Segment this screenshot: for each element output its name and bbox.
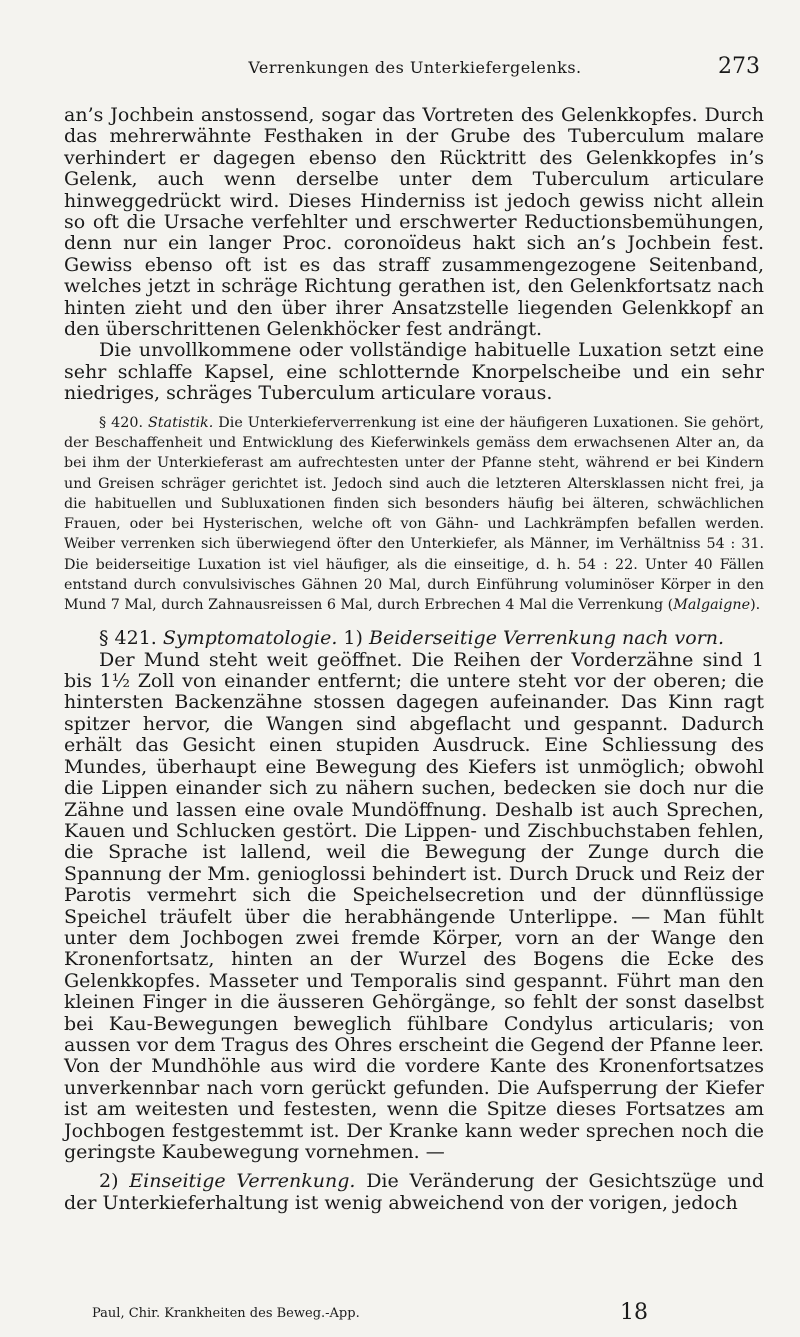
section-number: § 421. <box>99 626 157 649</box>
section-text-end: ). <box>750 597 761 614</box>
subsection-text: Die Veränderung der Gesichtszüge und der Unterkieferhaltung ist wenig abweichend von der vorigen, jedoch <box>64 1170 764 1214</box>
section-label: Symptomatologie. <box>162 626 338 649</box>
signature-mark: 18 <box>620 1300 648 1325</box>
subsection-number: 1) <box>343 626 363 649</box>
section-420-statistik <box>64 413 764 616</box>
spacer <box>64 616 764 626</box>
paragraph-continuation: an’s Jochbein anstossend, sogar das Vortreten des Gelenkkopfes. Durch das mehrerwähnte Festhaken in der Grube des Tuberculum malare verhindert er dagegen ebenso den Rücktritt des Gelenkkopfes in’s Gelenk, auch wenn derselbe unter dem Tuberculum articulare hinweggedrückt wird. Dieses Hinderniss ist jedoch gewiss nicht allein so oft die Ursache verfehlter und erschwerter Reductionsbemühungen, denn nur ein langer Proc. coronoïdeus hakt sich an’s Jochbein fest. Gewiss ebenso oft ist es das straff zusammengezogene Seitenband, welches jetzt in schräge Richtung gerathen ist, den Gelenkfortsatz nach hinten zieht und den über ihrer Ansatzstelle liegenden Gelenkkopf an den überschrittenen Gelenkhöcker fest andrängt. <box>64 104 764 341</box>
subsection-number: 2) <box>99 1170 119 1193</box>
section-text: Die Unterkieferverrenkung ist eine der häufigeren Luxationen. Sie gehört, der Beschaffenheit und Entwicklung des Kieferwinkels gemäss dem erwachsenen Alter an, da bei ihm der Unterkieferast am aufrechtesten unter der Pfanne steht, während er bei Kindern und Greisen schräger gerichtet ist. Jedoch sind auch die letzteren Altersklassen nicht frei, ja die habituellen und Subluxationen finden sich besonders häufig bei älteren, schwächlichen Frauen, oder bei Hysterischen, welche oft von Gähn- und Lachkrämpfen befallen werden. Weiber verrenken sich überwiegend öfter den Unterkiefer, als Männer, im Verhältniss 54 : 31. Die beiderseitige Luxation ist viel häufiger, als die einseitige, d. h. 54 : 22. Unter 40 Fällen entstand durch convulsivisches Gähnen 20 Mal, durch Einführung voluminöser Körper in den Mund 7 Mal, durch Zahnausreissen 6 Mal, durch Erbrechen 4 Mal die Verrenkung ( <box>64 414 764 614</box>
paragraph-unilateral-luxation <box>64 1171 764 1214</box>
author-citation: Malgaigne <box>673 597 751 614</box>
subsection-title: Einseitige Verrenkung. <box>129 1170 356 1193</box>
page-header <box>70 54 760 88</box>
spacer <box>64 405 764 413</box>
section-label: Statistik. <box>148 414 214 431</box>
section-421-heading <box>64 626 764 650</box>
page-body <box>64 105 764 1214</box>
subsection-title: Beiderseitige Verrenkung nach vorn. <box>368 626 725 649</box>
paragraph-bilateral-luxation: Der Mund steht weit geöffnet. Die Reihen der Vorderzähne sind 1 bis 1½ Zoll von einander entfernt; die untere steht vor der oberen; die hintersten Backenzähne stossen dagegen aufeinander. Das Kinn ragt spitzer hervor, die Wangen sind abgeflacht und gespannt. Dadurch erhält das Gesicht einen stupiden Ausdruck. Eine Schliessung des Mundes, überhaupt eine Bewegung des Kiefers ist unmöglich; obwohl die Lippen einander sich zu nähern suchen, bedecken sie doch nur die Zähne und lassen eine ovale Mundöffnung. Deshalb ist auch Sprechen, Kauen und Schlucken gestört. Die Lippen- und Zischbuchstaben fehlen, die Sprache ist lallend, weil die Bewegung der Zunge durch die Spannung der Mm. genioglossi behindert ist. Durch Druck und Reiz der Parotis vermehrt sich die Speichelsecretion und der dünnflüssige Speichel träufelt über die herabhängende Unterlippe. — Man fühlt unter dem Jochbogen zwei fremde Körper, vorn an der Wange den Kronenfortsatz, hinten an der Wurzel des Bogens die Ecke des Gelenkkopfes. Masseter und Temporalis sind gespannt. Führt man den kleinen Finger in die äusseren Gehörgänge, so fehlt der sonst daselbst bei Kau-Bewegungen beweglich fühlbare Condylus articularis; von aussen vor dem Tragus des Ohres erscheint die Gegend der Pfanne leer. Von der Mundhöhle aus wird die vordere Kante des Kronenfortsatzes unverkennbar nach vorn gerückt gefunden. Die Aufsperrung der Kiefer ist am weitesten und festesten, wenn die Spitze dieses Fortsatzes am Jochbogen festgestemmt ist. Der Kranke kann weder sprechen noch die geringste Kaubewegung vornehmen. — <box>64 648 764 1163</box>
footer-book-title: Paul, Chir. Krankheiten des Beweg.-App. <box>92 1306 360 1321</box>
section-number: § 420. <box>99 414 143 431</box>
paragraph-habitual-luxation: Die unvollkommene oder vollständige habituelle Luxation setzt eine sehr schlaffe Kapsel, eine schlotternde Knorpelscheibe und ein sehr niedriges, schräges Tuberculum articulare voraus. <box>64 339 764 405</box>
running-title: Verrenkungen des Unterkiefergelenks. <box>248 58 582 77</box>
page-number: 273 <box>718 54 760 79</box>
page-footer <box>92 1300 692 1330</box>
